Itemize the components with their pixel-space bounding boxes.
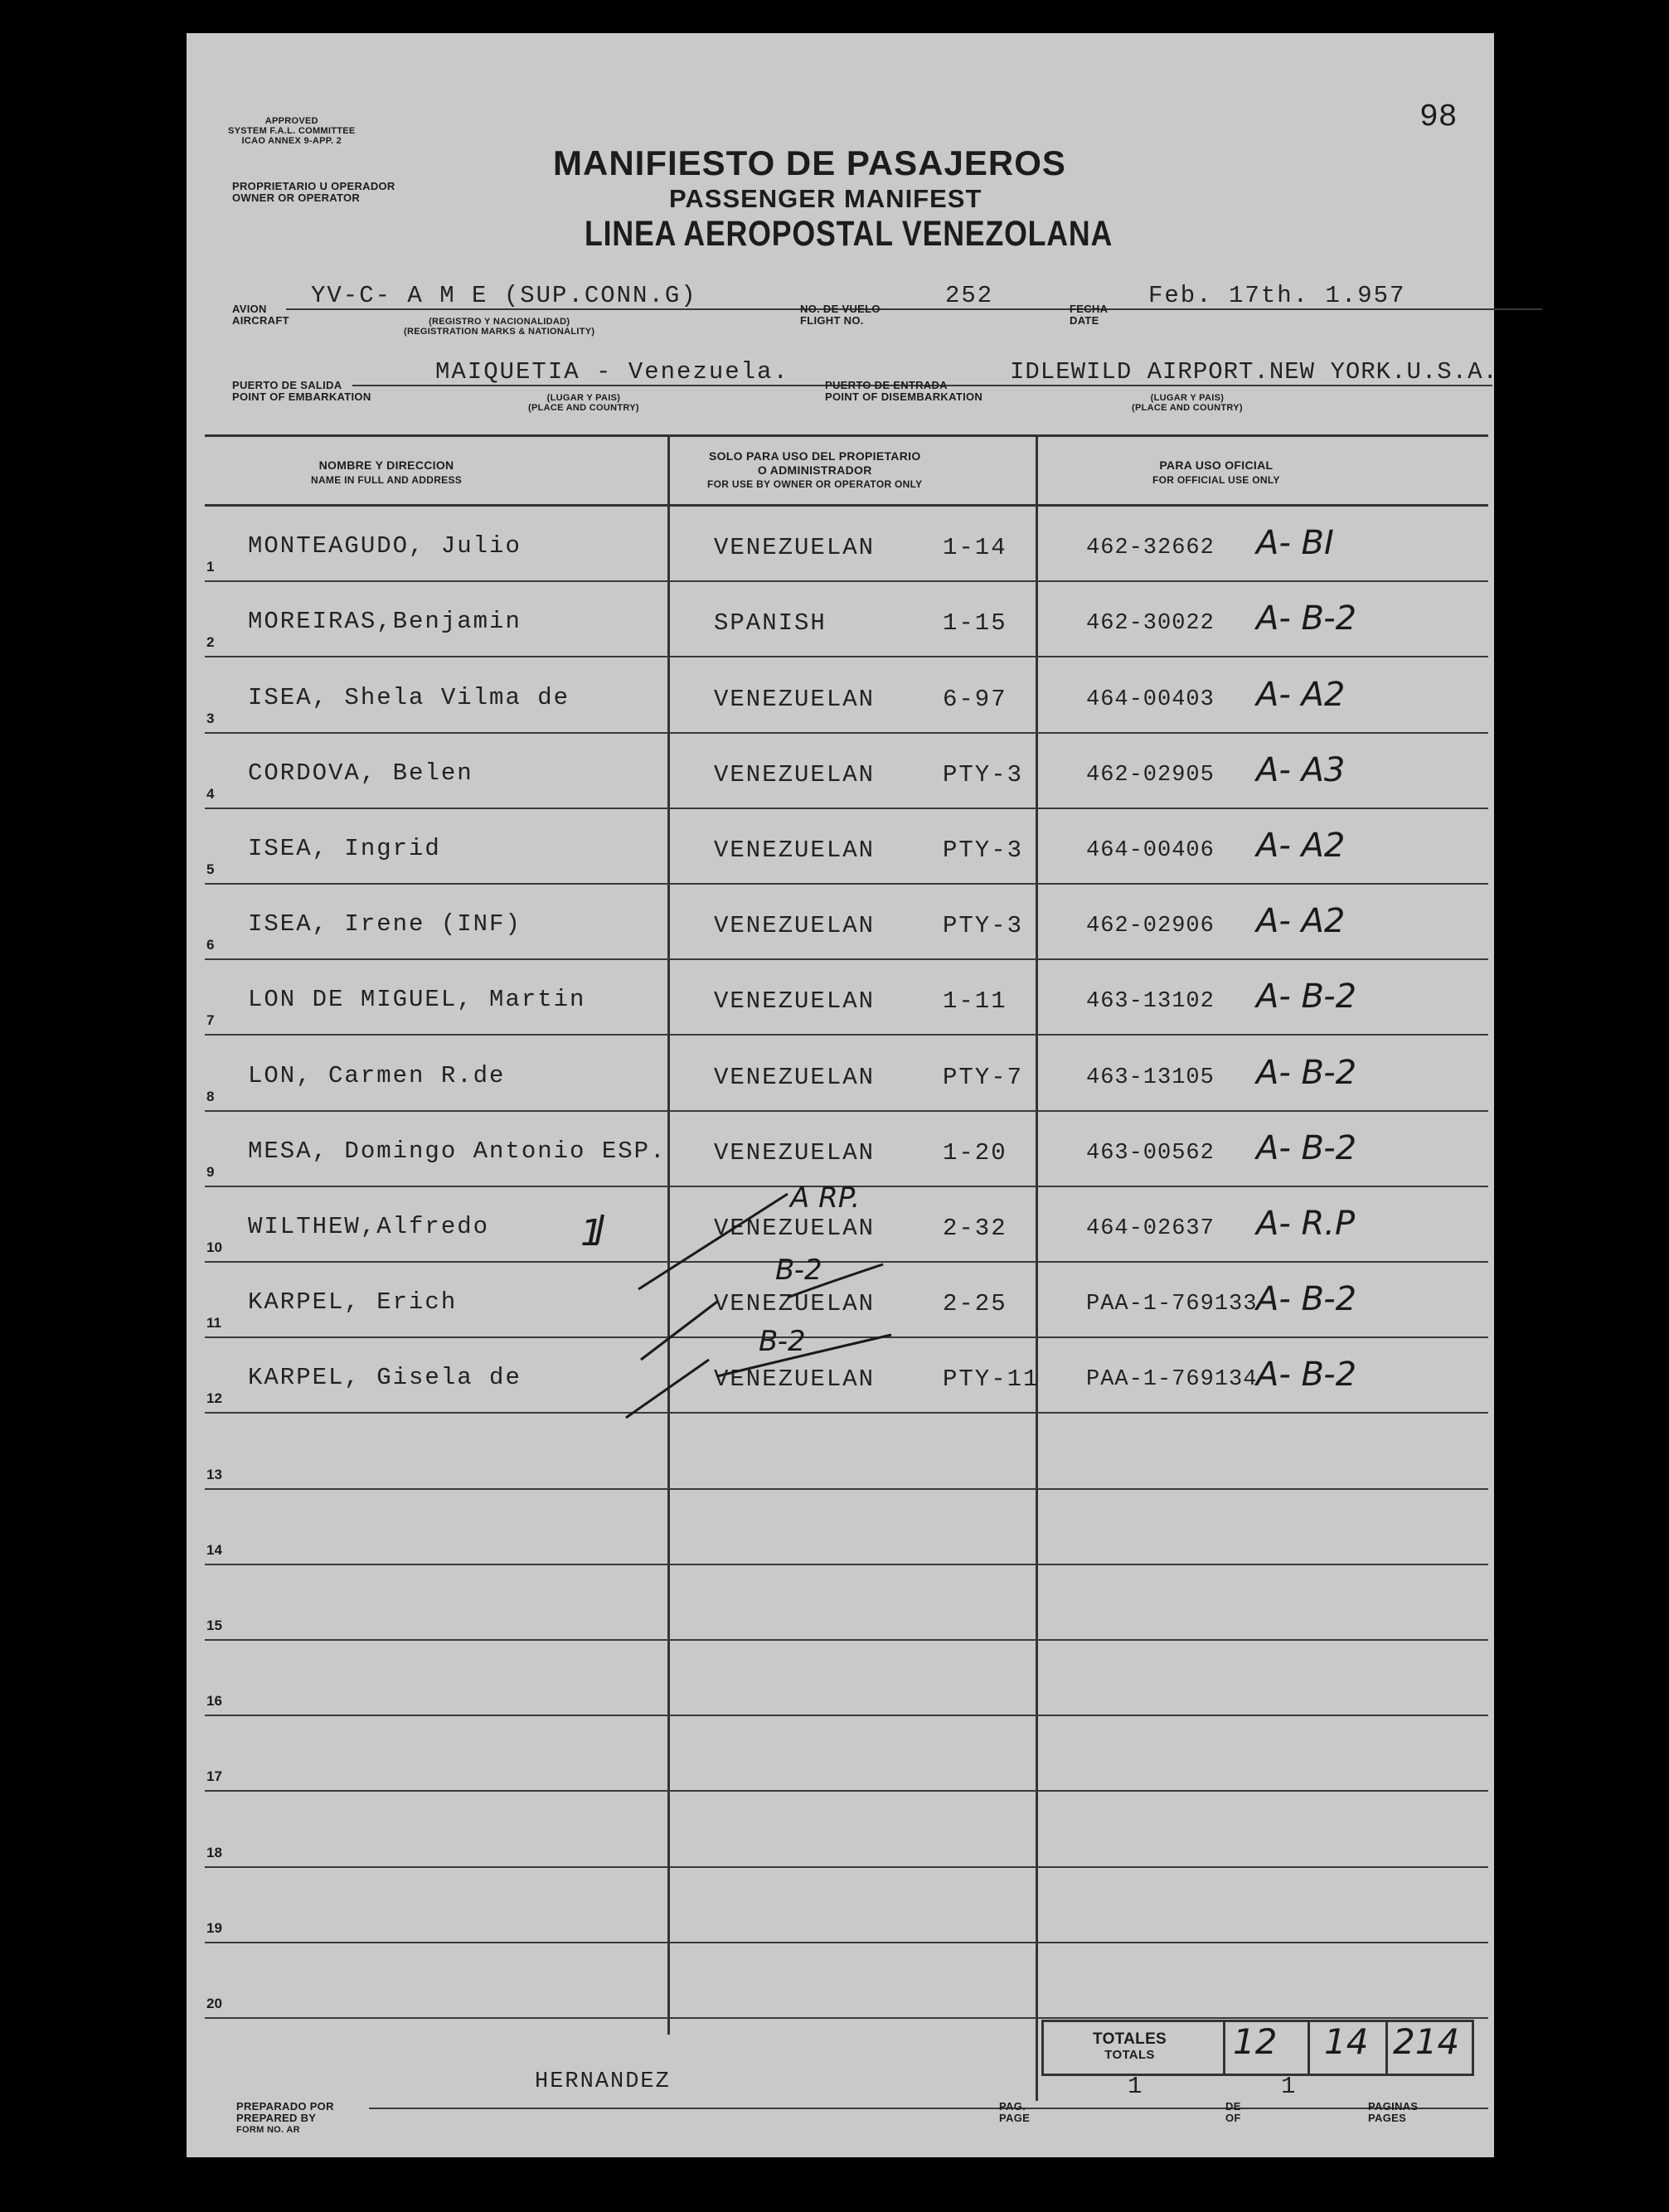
official-handwriting: A- A2 bbox=[1256, 902, 1346, 941]
flight-value: 252 bbox=[945, 282, 994, 309]
prepared-by-label bbox=[236, 2101, 334, 2136]
nationality: VENEZUELAN bbox=[714, 760, 876, 788]
row-number: 9 bbox=[206, 1163, 215, 1180]
row-number: 4 bbox=[206, 785, 215, 802]
document-code: 1-14 bbox=[943, 534, 1007, 562]
document-code: PTY-7 bbox=[943, 1063, 1024, 1091]
aircraft-label-en: AIRCRAFT bbox=[232, 314, 289, 327]
row-number: 10 bbox=[206, 1239, 222, 1255]
official-number: 464-00403 bbox=[1086, 686, 1215, 712]
aircraft-label-es: AVION bbox=[232, 303, 267, 315]
flight-label-es: NO. DE VUELO bbox=[800, 303, 881, 315]
document-code: 1-11 bbox=[943, 987, 1007, 1016]
official-number: PAA-1-769133 bbox=[1086, 1292, 1258, 1317]
passenger-name: WILTHEW,Alfredo bbox=[248, 1212, 490, 1240]
prepared-label-es: PREPARADO POR bbox=[236, 2100, 334, 2113]
official-number: 464-02637 bbox=[1086, 1215, 1215, 1241]
disembarkation-label-en: POINT OF DISEMBARKATION bbox=[825, 390, 983, 403]
document-code: 6-97 bbox=[943, 685, 1007, 713]
official-number: 463-13105 bbox=[1086, 1065, 1215, 1090]
row-number: 5 bbox=[206, 861, 215, 877]
margin-note-row10-mark: 1 bbox=[580, 1212, 604, 1254]
official-number: 462-30022 bbox=[1086, 611, 1215, 637]
owner-label-es: PROPRIETARIO U OPERADOR bbox=[232, 180, 395, 192]
col-header-operator-es2: O ADMINISTRADOR bbox=[757, 463, 872, 477]
nationality: VENEZUELAN bbox=[714, 1290, 876, 1318]
row-number: 6 bbox=[206, 937, 215, 953]
document-code: PTY-3 bbox=[943, 912, 1024, 940]
official-handwriting: A- B-2 bbox=[1256, 977, 1357, 1016]
aircraft-sub-es: (REGISTRO Y NACIONALIDAD) bbox=[429, 317, 570, 327]
passenger-name: ISEA, Ingrid bbox=[248, 834, 441, 862]
prepared-label-en: PREPARED BY bbox=[236, 2112, 317, 2124]
totals-label-es: TOTALES bbox=[1093, 2030, 1167, 2048]
totals-label-en: TOTALS bbox=[1104, 2048, 1155, 2062]
passenger-name: KARPEL, Erich bbox=[248, 1288, 458, 1317]
of-label-es: DE bbox=[1225, 2100, 1241, 2113]
official-number: 464-00406 bbox=[1086, 837, 1215, 863]
passenger-name: ISEA, Shela Vilma de bbox=[248, 683, 570, 711]
disembarkation-value: IDLEWILD AIRPORT.NEW YORK.U.S.A. bbox=[1010, 358, 1498, 386]
page-label-en: PAGE bbox=[999, 2112, 1031, 2124]
row-number: 2 bbox=[206, 634, 215, 651]
embarkation-value: MAIQUETIA - Venezuela. bbox=[435, 358, 789, 386]
form-number: FORM NO. AR bbox=[236, 2125, 300, 2135]
nationality: VENEZUELAN bbox=[714, 912, 876, 940]
row-number: 19 bbox=[206, 1919, 222, 1936]
col-header-official-en: FOR OFFICIAL USE ONLY bbox=[1152, 474, 1280, 486]
nationality: VENEZUELAN bbox=[714, 1138, 876, 1167]
row-number: 15 bbox=[206, 1617, 222, 1633]
page-label bbox=[999, 2101, 1030, 2124]
totals-value-2: 14 bbox=[1324, 2021, 1369, 2062]
document-code: 2-32 bbox=[943, 1214, 1007, 1242]
row-number: 13 bbox=[206, 1466, 222, 1482]
col-header-operator-es: SOLO PARA USO DEL PROPIETARIO bbox=[708, 449, 921, 463]
nationality: VENEZUELAN bbox=[714, 987, 876, 1016]
official-number: 463-00562 bbox=[1086, 1140, 1215, 1166]
of-label bbox=[1225, 2101, 1241, 2124]
official-number: 462-02905 bbox=[1086, 762, 1215, 788]
date-label-es: FECHA bbox=[1070, 303, 1109, 315]
embarkation-label-en: POINT OF EMBARKATION bbox=[232, 390, 371, 403]
official-number: 462-02906 bbox=[1086, 914, 1215, 939]
margin-note-row10: A RP. bbox=[790, 1181, 861, 1215]
row-number: 11 bbox=[206, 1315, 221, 1332]
document-code: PTY-3 bbox=[943, 760, 1024, 788]
row-number: 3 bbox=[206, 710, 215, 726]
passenger-name: ISEA, Irene (INF) bbox=[248, 910, 522, 939]
official-handwriting: A- A2 bbox=[1256, 675, 1346, 714]
passenger-name: LON, Carmen R.de bbox=[248, 1061, 506, 1089]
row-number: 7 bbox=[206, 1012, 215, 1029]
row-number: 8 bbox=[206, 1088, 215, 1104]
totals-divider-2 bbox=[1308, 2020, 1310, 2074]
approval-line: SYSTEM F.A.L. COMMITTEE bbox=[228, 126, 356, 136]
passenger-name: KARPEL, Gisela de bbox=[248, 1364, 522, 1392]
row-number: 18 bbox=[206, 1844, 222, 1860]
margin-slash-marks bbox=[187, 33, 1494, 2157]
airline-name: LINEA AEROPOSTAL VENEZOLANA bbox=[585, 214, 1113, 254]
official-number: 462-32662 bbox=[1086, 536, 1215, 561]
col-header-name-en: NAME IN FULL AND ADDRESS bbox=[311, 474, 463, 486]
col-header-name-es: NOMBRE Y DIRECCION bbox=[318, 458, 454, 472]
col-header-operator-en: FOR USE BY OWNER OR OPERATOR ONLY bbox=[707, 478, 923, 490]
col-header-official-es: PARA USO OFICIAL bbox=[1159, 458, 1274, 472]
pages-label-es: PAGINAS bbox=[1368, 2100, 1419, 2113]
embarkation-sub-es: (LUGAR Y PAIS) bbox=[546, 393, 621, 403]
official-handwriting: A- B-2 bbox=[1256, 1356, 1357, 1395]
passenger-name: MOREIRAS,Benjamin bbox=[248, 608, 522, 636]
totals-label bbox=[1093, 2031, 1167, 2063]
document-code: PTY-11 bbox=[943, 1366, 1040, 1394]
date-value: Feb. 17th. 1.957 bbox=[1148, 282, 1406, 309]
date-label-en: DATE bbox=[1070, 314, 1099, 327]
official-handwriting: A- A3 bbox=[1256, 750, 1346, 789]
totals-divider-1 bbox=[1223, 2020, 1225, 2074]
official-number: PAA-1-769134 bbox=[1086, 1367, 1258, 1393]
nationality: VENEZUELAN bbox=[714, 836, 876, 864]
embarkation-sub-en: (PLACE AND COUNTRY) bbox=[528, 403, 639, 413]
nationality: SPANISH bbox=[714, 609, 827, 638]
manifest-form bbox=[187, 33, 1498, 2157]
nationality: VENEZUELAN bbox=[714, 685, 876, 713]
passenger-name: LON DE MIGUEL, Martin bbox=[248, 986, 586, 1014]
official-handwriting: A- B-2 bbox=[1256, 1053, 1357, 1092]
row-number: 12 bbox=[206, 1390, 222, 1407]
aircraft-value: YV-C- A M E (SUP.CONN.G) bbox=[311, 282, 697, 309]
page-number: 98 bbox=[1419, 99, 1458, 135]
official-handwriting: A- B-2 bbox=[1256, 1128, 1357, 1167]
row-number: 20 bbox=[206, 1995, 222, 2011]
totals-value-1: 12 bbox=[1233, 2021, 1278, 2062]
disembarkation-label-es: PUERTO DE ENTRADA bbox=[825, 379, 948, 391]
document-code: 2-25 bbox=[943, 1290, 1007, 1318]
aircraft-sub-en: (REGISTRATION MARKS & NATIONALITY) bbox=[404, 327, 595, 337]
pages-label bbox=[1368, 2101, 1418, 2124]
pages-label-en: PAGES bbox=[1368, 2112, 1407, 2124]
row-number: 14 bbox=[206, 1541, 222, 1558]
prepared-by-value: HERNANDEZ bbox=[535, 2069, 671, 2094]
nationality: VENEZUELAN bbox=[714, 1214, 876, 1242]
official-handwriting: A- A2 bbox=[1256, 826, 1346, 865]
title-es: MANIFIESTO DE PASAJEROS bbox=[553, 143, 1066, 182]
document-code: 1-15 bbox=[943, 609, 1007, 638]
margin-note-row11: B-2 bbox=[775, 1254, 822, 1287]
of-value: 1 bbox=[1281, 2073, 1298, 2100]
flight-label-en: FLIGHT NO. bbox=[800, 314, 864, 327]
title-en: PASSENGER MANIFEST bbox=[669, 184, 982, 213]
document-code: PTY-3 bbox=[943, 836, 1024, 864]
passenger-name: CORDOVA, Belen bbox=[248, 759, 473, 787]
prepared-by-underline bbox=[369, 2108, 1488, 2109]
disembarkation-sub-en: (PLACE AND COUNTRY) bbox=[1132, 403, 1243, 413]
row-number: 16 bbox=[206, 1693, 222, 1710]
official-handwriting: A- R.P bbox=[1256, 1204, 1356, 1243]
owner-label-en: OWNER OR OPERATOR bbox=[232, 192, 361, 204]
of-label-en: OF bbox=[1225, 2112, 1241, 2124]
disembarkation-sub-es: (LUGAR Y PAIS) bbox=[1150, 393, 1225, 403]
nationality: VENEZUELAN bbox=[714, 1366, 876, 1394]
approval-line: APPROVED bbox=[264, 116, 318, 126]
official-number: 463-13102 bbox=[1086, 989, 1215, 1015]
nationality: VENEZUELAN bbox=[714, 534, 876, 562]
official-handwriting: A- BI bbox=[1256, 524, 1334, 563]
passenger-name: MESA, Domingo Antonio ESP. bbox=[248, 1137, 667, 1165]
totals-value-3: 214 bbox=[1393, 2021, 1460, 2062]
official-handwriting: A- B-2 bbox=[1256, 1280, 1357, 1319]
document-code: 1-20 bbox=[943, 1138, 1007, 1167]
page-label-es: PAG. bbox=[999, 2100, 1026, 2113]
totals-divider-3 bbox=[1385, 2020, 1388, 2074]
row-number: 1 bbox=[206, 559, 215, 575]
approval-line: ICAO ANNEX 9-APP. 2 bbox=[241, 136, 342, 146]
nationality: VENEZUELAN bbox=[714, 1063, 876, 1091]
page-value: 1 bbox=[1128, 2073, 1144, 2100]
row-number: 17 bbox=[206, 1768, 222, 1785]
official-handwriting: A- B-2 bbox=[1256, 599, 1357, 638]
passenger-name: MONTEAGUDO, Julio bbox=[248, 532, 522, 560]
margin-note-row12: B-2 bbox=[759, 1325, 806, 1358]
embarkation-label-es: PUERTO DE SALIDA bbox=[232, 379, 342, 391]
